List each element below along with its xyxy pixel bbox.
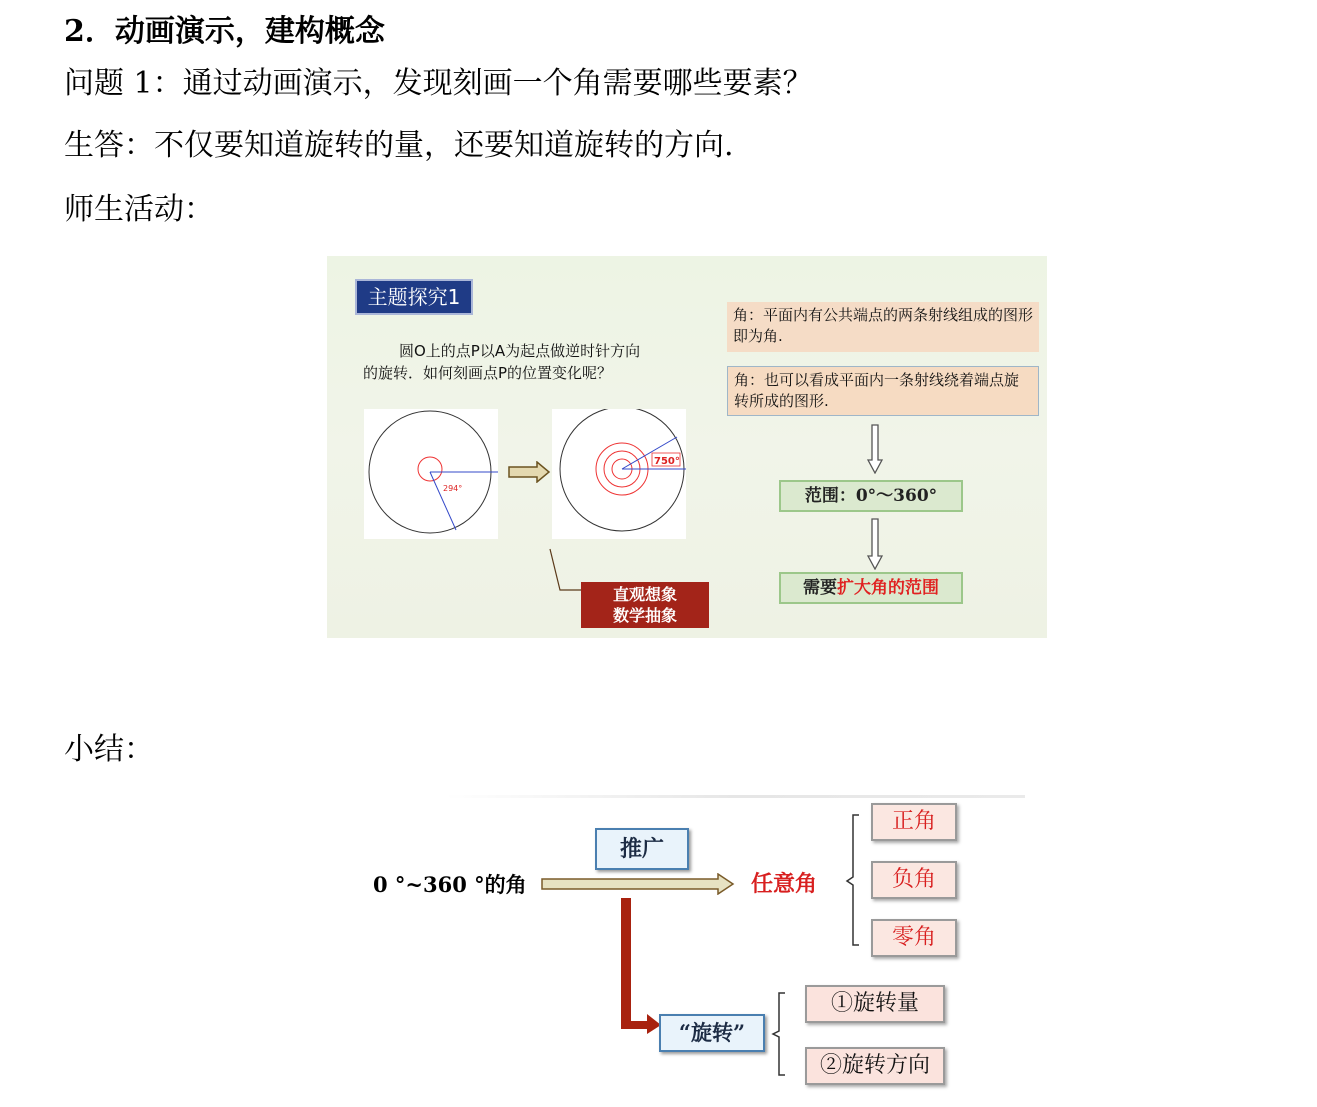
- circle-figure-left: [364, 409, 498, 539]
- rotation-direction-box: ②旋转方向: [805, 1047, 945, 1085]
- rotation-box: “旋转”: [659, 1014, 765, 1052]
- arrow-right-icon: [507, 461, 551, 483]
- definition-static: 角：平面内有公共端点的两条射线组成的图形即为角.: [727, 302, 1039, 352]
- rotation-arrow-icon: [617, 897, 663, 1035]
- literacy-box: [581, 582, 709, 628]
- need-prefix: 需要: [803, 578, 837, 598]
- literacy-line2: 数学抽象: [612, 606, 677, 625]
- brace-angles-icon: [845, 813, 869, 947]
- definition-dynamic: 角：也可以看成平面内一条射线绕着端点旋转所成的图形.: [727, 366, 1039, 416]
- angle-label-left: 294°: [443, 484, 463, 493]
- zero-angle-box: 零角: [871, 919, 957, 957]
- start-angle-label: 0 °~360 °的角: [373, 872, 527, 897]
- negative-angle-box: 负角: [871, 861, 957, 899]
- question-text: 问题 1：通过动画演示，发现刻画一个角需要哪些要素？: [64, 66, 813, 101]
- expand-range-box: [779, 572, 963, 604]
- positive-angle-box: 正角: [871, 803, 957, 841]
- any-angle-label: 任意角: [751, 872, 818, 897]
- angle-label-right: 750°: [654, 456, 680, 467]
- brace-rotation-icon: [771, 991, 795, 1077]
- rotation-amount-box: ①旋转量: [805, 985, 945, 1023]
- slide-exploration: [327, 256, 1047, 638]
- arrow-down-icon: [867, 424, 883, 474]
- theme-tag: 主题探究1: [355, 279, 473, 315]
- slide-question-line1: 圆O上的点P以A为起点做逆时针方向: [399, 342, 641, 360]
- summary-label: 小结：: [64, 732, 154, 767]
- promote-box: 推广: [595, 828, 689, 870]
- section-heading: 2．动画演示，建构概念: [64, 14, 385, 49]
- top-divider: [445, 795, 1025, 798]
- slide-question: [363, 340, 703, 384]
- need-highlight: 扩大角的范围: [837, 578, 939, 598]
- activity-label: 师生活动：: [64, 192, 214, 227]
- range-box: 范围：0°～360°: [779, 480, 963, 512]
- answer-text: 生答：不仅要知道旋转的量，还要知道旋转的方向.: [64, 128, 734, 163]
- circle-figure-right: [552, 409, 686, 539]
- arrow-down-icon: [867, 518, 883, 570]
- literacy-line1: 直观想象: [612, 585, 677, 604]
- promote-arrow-icon: [540, 873, 735, 895]
- summary-diagram: [355, 795, 1025, 1095]
- slide-question-line2: 的旋转．如何刻画点P的位置变化呢？: [363, 364, 613, 382]
